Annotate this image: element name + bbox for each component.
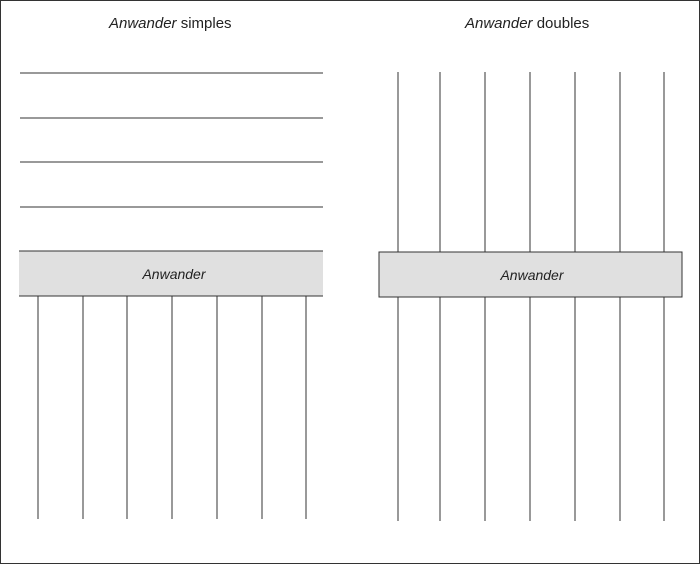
left-anwander-box bbox=[19, 251, 323, 296]
right-box-label: Anwander bbox=[500, 267, 564, 283]
left-box-label: Anwander bbox=[142, 266, 206, 282]
left-title-rest: simples bbox=[176, 15, 232, 32]
right-title-rest: doubles bbox=[532, 15, 590, 32]
left-horizontal-lines bbox=[20, 73, 323, 207]
left-vertical-lines-below bbox=[38, 296, 306, 519]
right-anwander-box bbox=[379, 252, 682, 297]
right-vertical-lines-below bbox=[398, 297, 664, 521]
right-title-italic: Anwander bbox=[465, 15, 533, 32]
left-title-italic: Anwander bbox=[109, 15, 177, 32]
right-vertical-lines-above bbox=[398, 72, 664, 252]
diagram-canvas bbox=[1, 1, 699, 563]
